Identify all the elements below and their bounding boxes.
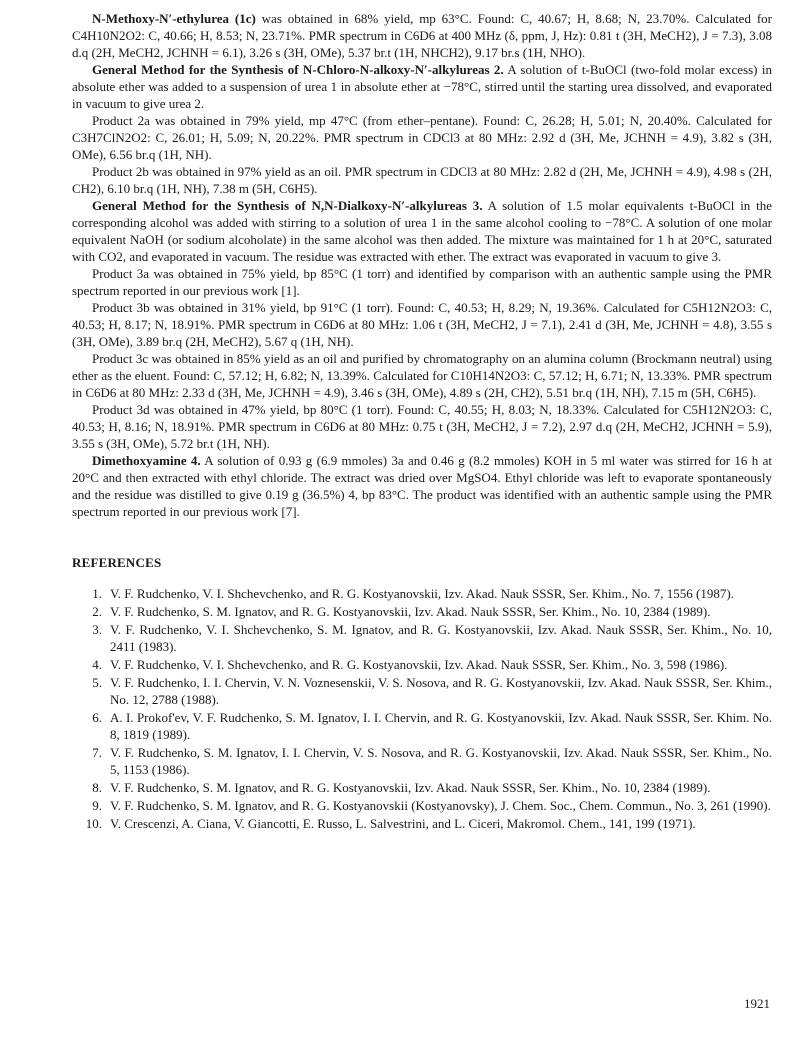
- reference-text: V. F. Rudchenko, V. I. Shchevchenko, and R. G. Kostyanovskii, Izv. Akad. Nauk SSSR, Ser. Khim., No. 3, 598 (1986).: [110, 657, 728, 672]
- paragraph-2a: [72, 112, 772, 163]
- paragraph-text: A solution of t-BuOCl (two-fold molar excess) in absolute ether was added to a suspension of urea 1 in absolute ether at −78°C, stirred until the starting urea dissolved, and evaporated in vacuum to give urea 2.: [72, 62, 772, 111]
- reference-item: [72, 621, 772, 655]
- paragraph-text: Product 3b was obtained in 31% yield, bp 91°C (1 torr). Found: C, 40.53; H, 8.29; N, 19.36%. Calculated for C5H12N2O3: C, 40.53; H, 8.17; N, 18.91%. PMR spectrum in C6D6 at 80 MHz: 1.06 t (3H, MeCH2, J = 7.1), 2.41 d (3H, Me, JCHNH = 4.8), 3.55 s (3H, OMe), 3.89 br.q (2H, MeCH2), 5.67 q (1H, NH).: [72, 300, 772, 349]
- reference-number: 1.: [92, 586, 102, 601]
- reference-text: V. F. Rudchenko, V. I. Shchevchenko, S. M. Ignatov, and R. G. Kostyanovskii, Izv. Akad. Nauk SSSR, Ser. Khim., No. 10, 2411 (1983).: [110, 622, 772, 654]
- reference-number: 6.: [92, 710, 102, 725]
- paragraph-text: A solution of 0.93 g (6.9 mmoles) 3a and 0.46 g (8.2 mmoles) KOH in 5 ml water was stirred for 16 h at 20°C and then extracted with ethyl chloride. The extract was dried over MgSO4. Ethyl chloride was left to evaporate spontaneously and the residue was distilled to give 0.19 g (36.5%) 4, bp 83°C. The product was identified with an authentic sample using the PMR spectrum reported in our previous work [7].: [72, 453, 772, 519]
- reference-text: V. Crescenzi, A. Ciana, V. Giancotti, E. Russo, L. Salvestrini, and L. Ciceri, Makromol. Chem., 141, 199 (1971).: [110, 816, 696, 831]
- paragraph-3a: [72, 265, 772, 299]
- paragraph-2b: [72, 163, 772, 197]
- paragraph-text: Product 2a was obtained in 79% yield, mp 47°C (from ether–pentane). Found: C, 26.28; H, 5.01; N, 20.40%. Calculated for C3H7ClN2O2: C, 26.01; H, 5.09; N, 20.22%. PMR spectrum in CDCl3 at 80 MHz: 2.92 d (3H, Me, JCHNH = 4.9), 3.82 s (3H, OMe), 6.56 br.q (1H, NH).: [72, 113, 772, 162]
- paragraph-text: A solution of 1.5 molar equivalents t-BuOCl in the corresponding alcohol was added with stirring to a solution of urea 1 in the same alcohol cooling to −78°C. A solution of one molar equivalent NaOH (or sodium alcoholate) in the same alcohol was then added. The mixture was maintained for 1 h at 20°C, saturated with CO2, and evaporated in vacuum. The residue was extracted with ether. The extract was evaporated in vacuum to give 3.: [72, 198, 772, 264]
- paragraph-3c: [72, 350, 772, 401]
- reference-item: [72, 779, 772, 796]
- compound-heading: N-Methoxy-N′-ethylurea (1c): [92, 11, 256, 26]
- reference-item: [72, 603, 772, 620]
- page-number: 1921: [744, 996, 770, 1011]
- method-heading: General Method for the Synthesis of N-Chloro-N-alkoxy-N′-alkylureas 2.: [92, 62, 504, 77]
- reference-text: V. F. Rudchenko, V. I. Shchevchenko, and R. G. Kostyanovskii, Izv. Akad. Nauk SSSR, Ser. Khim., No. 7, 1556 (1987).: [110, 586, 734, 601]
- compound-heading: Dimethoxyamine 4.: [92, 453, 201, 468]
- paragraph-text: was obtained in 68% yield, mp 63°C. Found: C, 40.67; H, 8.68; N, 23.70%. Calculated for C4H10N2O2: C, 40.66; H, 8.53; N, 23.71%. PMR spectrum in C6D6 at 400 MHz (δ, ppm, J, Hz): 0.81 t (3H, MeCH2), J = 7.3), 3.08 d.q (2H, MeCH2, JCHNH = 6.1), 3.26 s (3H, OMe), 5.37 br.t (1H, NHCH2), 9.17 br.s (1H, NHO).: [72, 11, 772, 60]
- reference-number: 8.: [92, 780, 102, 795]
- paragraph-1c: [72, 10, 772, 61]
- reference-text: V. F. Rudchenko, I. I. Chervin, V. N. Voznesenskii, V. S. Nosova, and R. G. Kostyanovskii, Izv. Akad. Nauk SSSR, Ser. Khim., No. 12, 2788 (1988).: [110, 675, 772, 707]
- reference-number: 5.: [92, 675, 102, 690]
- reference-number: 4.: [92, 657, 102, 672]
- reference-number: 3.: [92, 622, 102, 637]
- paragraph-3d: [72, 401, 772, 452]
- reference-number: 9.: [92, 798, 102, 813]
- reference-item: [72, 674, 772, 708]
- paragraph-method-2: [72, 61, 772, 112]
- reference-text: V. F. Rudchenko, S. M. Ignatov, I. I. Chervin, V. S. Nosova, and R. G. Kostyanovskii, Izv. Akad. Nauk SSSR, Ser. Khim., No. 5, 1153 (1986).: [110, 745, 772, 777]
- document-body: [72, 10, 772, 833]
- reference-number: 2.: [92, 604, 102, 619]
- reference-text: V. F. Rudchenko, S. M. Ignatov, and R. G. Kostyanovskii, Izv. Akad. Nauk SSSR, Ser. Khim., No. 10, 2384 (1989).: [110, 604, 711, 619]
- reference-item: [72, 815, 772, 832]
- paragraph-text: Product 3c was obtained in 85% yield as an oil and purified by chromatography on an alumina column (Brockmann neutral) using ether as the eluent. Found: C, 57.12; H, 6.82; N, 13.39%. Calculated for C10H14N2O3: C, 57.12; H, 6.71; N, 13.33%. PMR spectrum in C6D6 at 80 MHz: 2.33 d (3H, Me, JCHNH = 4.9), 3.46 s (3H, OMe), 4.89 s (2H, CH2), 5.51 br.q (1H, NH), 7.15 m (5H, C6H5).: [72, 351, 772, 400]
- references-heading: REFERENCES: [72, 555, 162, 570]
- experimental-section: [72, 10, 772, 520]
- reference-text: A. I. Prokof'ev, V. F. Rudchenko, S. M. Ignatov, I. I. Chervin, and R. G. Kostyanovskii, Izv. Akad. Nauk SSSR, Ser. Khim. No. 8, 1819 (1989).: [110, 710, 772, 742]
- reference-text: V. F. Rudchenko, S. M. Ignatov, and R. G. Kostyanovskii, Izv. Akad. Nauk SSSR, Ser. Khim., No. 10, 2384 (1989).: [110, 780, 711, 795]
- reference-item: [72, 709, 772, 743]
- reference-number: 10.: [85, 816, 102, 831]
- method-heading: General Method for the Synthesis of N,N-Dialkoxy-N′-alkylureas 3.: [92, 198, 483, 213]
- paragraph-text: Product 3d was obtained in 47% yield, bp 80°C (1 torr). Found: C, 40.55; H, 8.03; N, 18.33%. Calculated for C5H12N2O3: C, 40.53; H, 8.16; N, 18.91%. PMR spectrum in C6D6 at 80 MHz: 0.75 t (3H, MeCH2, J = 7.2), 2.97 d.q (2H, MeCH2, JCHNH = 5.9), 3.55 s (3H, OMe), 5.72 br.t (1H, NH).: [72, 402, 772, 451]
- reference-item: [72, 585, 772, 602]
- reference-item: [72, 744, 772, 778]
- reference-text: V. F. Rudchenko, S. M. Ignatov, and R. G. Kostyanovskii (Kostyanovsky), J. Chem. Soc., Chem. Commun., No. 3, 261 (1990).: [110, 798, 771, 813]
- paragraph-text: Product 3a was obtained in 75% yield, bp 85°C (1 torr) and identified by comparison with an authentic sample using the PMR spectrum reported in our previous work [1].: [72, 266, 772, 298]
- paragraph-3b: [72, 299, 772, 350]
- paragraph-text: Product 2b was obtained in 97% yield as an oil. PMR spectrum in CDCl3 at 80 MHz: 2.82 d (2H, Me, JCHNH = 4.9), 4.98 s (2H, CH2), 6.10 br.q (1H, NH), 7.38 m (5H, C6H5).: [72, 164, 772, 196]
- reference-item: [72, 797, 772, 814]
- reference-number: 7.: [92, 745, 102, 760]
- paragraph-dimethoxyamine: [72, 452, 772, 520]
- reference-item: [72, 656, 772, 673]
- references-list: [72, 585, 772, 832]
- paragraph-method-3: [72, 197, 772, 265]
